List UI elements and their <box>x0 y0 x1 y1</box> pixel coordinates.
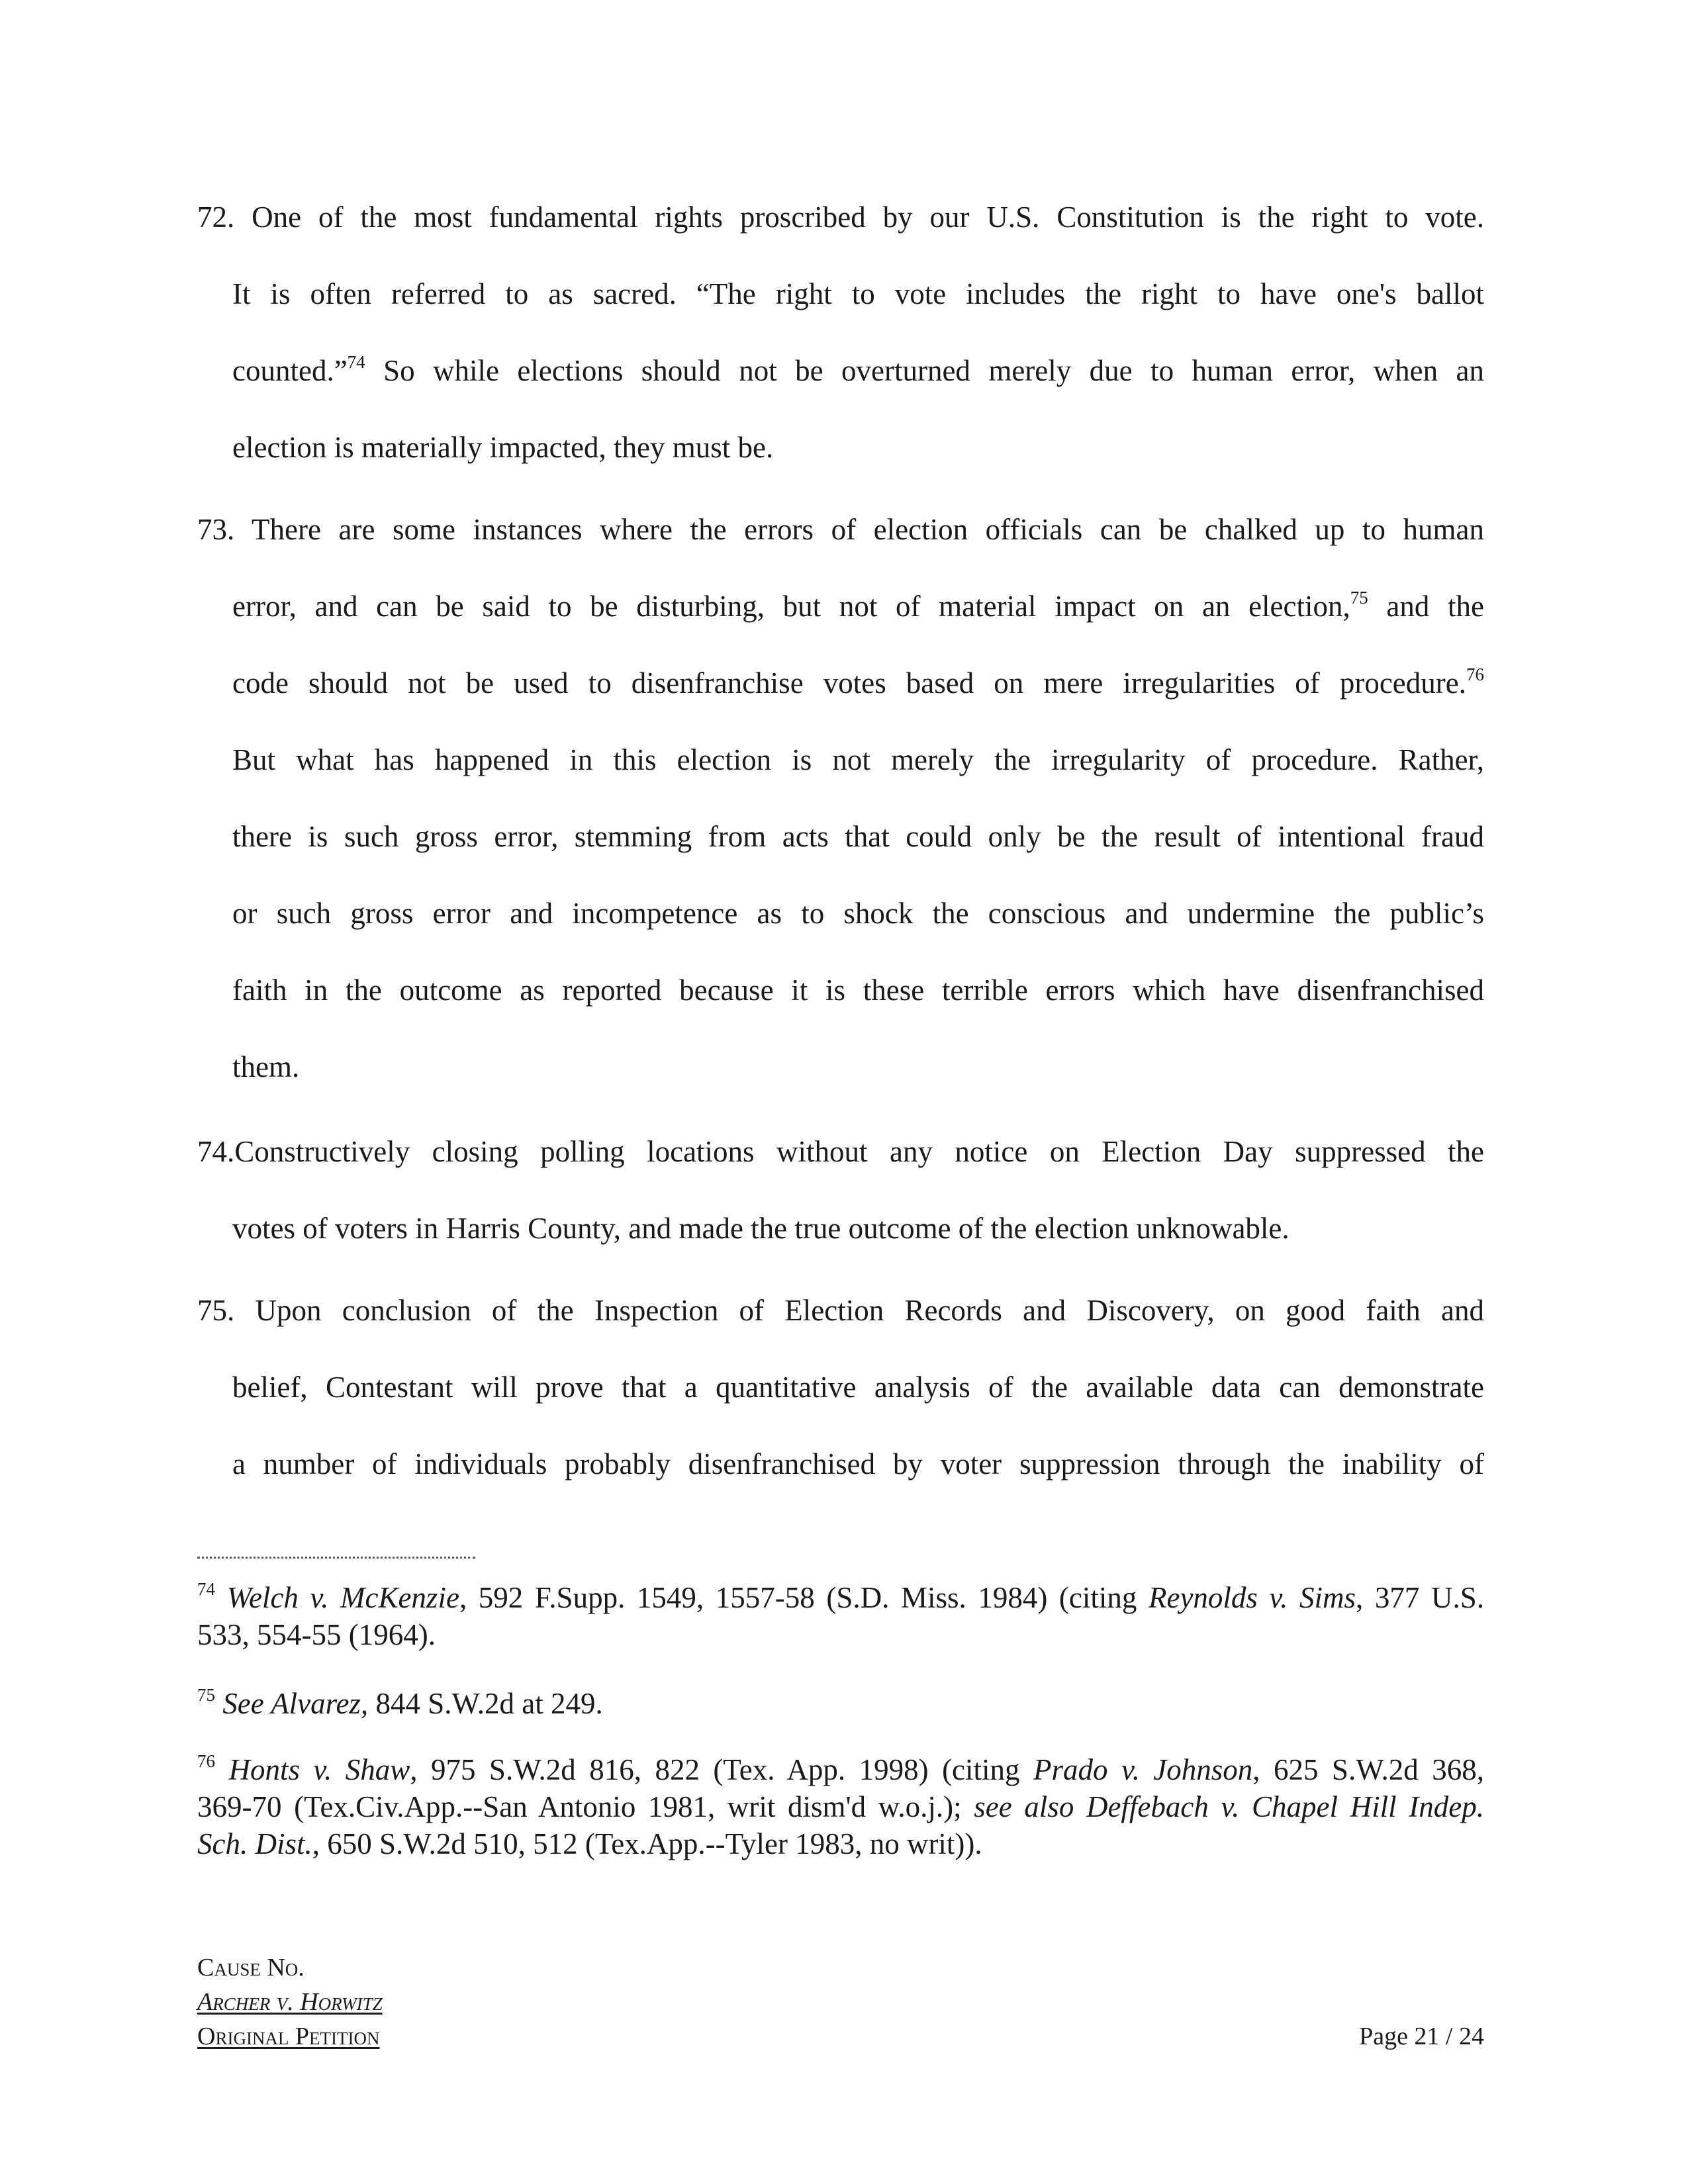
footnote-line: Sch. Dist., 650 S.W.2d 510, 512 (Tex.App.--Tyler 1983, no writ)). <box>197 1827 982 1860</box>
paragraph-line: or such gross error and incompetence as to shock the conscious and undermine the public’s <box>232 897 1484 930</box>
paragraph-line: faith in the outcome as reported because it is these terrible errors which have disenfranchised <box>232 974 1484 1007</box>
paragraph-line: 73. There are some instances where the errors of election officials can be chalked up to human <box>197 513 1485 546</box>
paragraph-line: 75. Upon conclusion of the Inspection of Election Records and Discovery, on good faith and <box>197 1294 1485 1327</box>
footnote-line: $^{74}$ Welch v. McKenzie, 592 F.Supp. 1549, 1557-58 (S.D. Miss. 1984) (citing Reynolds v. Sims, 377 U.S. <box>197 1579 1485 1614</box>
paragraph-line: It is often referred to as sacred. “The right to vote includes the right to have one's ballot <box>232 277 1484 310</box>
footnote-ref: 75 <box>1350 588 1368 608</box>
paragraph-line: belief, Contestant will prove that a quantitative analysis of the available data can demonstrate <box>232 1371 1484 1404</box>
footnote-ref: 74 <box>347 352 365 372</box>
cause-number-label: Cause No. <box>197 1954 305 1981</box>
page-number: Page 21 / 24 <box>1359 2023 1484 2050</box>
footnote-line: 369-70 (Tex.Civ.App.--San Antonio 1981, writ dism'd w.o.j.); see also Deffebach v. Chapel Hill Indep. <box>197 1790 1484 1823</box>
paragraph-line: 74.Constructively closing polling locations without any notice on Election Day suppressed the <box>197 1135 1484 1168</box>
paragraph-line: votes of voters in Harris County, and made the true outcome of the election unknowable. <box>232 1212 1289 1245</box>
footnote-line: $^{75}$ See Alvarez, 844 S.W.2d at 249. <box>197 1685 603 1720</box>
paragraph-line: there is such gross error, stemming from acts that could only be the result of intentional fraud <box>232 820 1484 853</box>
footnote-line: 533, 554-55 (1964). <box>197 1618 436 1651</box>
paragraph-line: code should not be used to disenfranchise votes based on mere irregularities of procedure.$^{76}$ <box>232 664 1484 700</box>
footnote-ref: 76 <box>1466 664 1484 684</box>
paragraph-line: But what has happened in this election is not merely the irregularity of procedure. Rather, <box>232 743 1484 776</box>
paragraph-line: 72. One of the most fundamental rights proscribed by our U.S. Constitution is the right to vote. <box>197 201 1484 234</box>
paragraph-line: them. <box>232 1050 300 1083</box>
paragraph-line: election is materially impacted, they must be. <box>232 431 774 464</box>
page-footer <box>197 1952 1484 2058</box>
footnote-separator <box>197 1557 475 1559</box>
paragraph-line: counted.”$^{74}$ So while elections should not be overturned merely due to human error, when an <box>232 352 1485 387</box>
case-name: Archer v. Horwitz <box>197 1988 383 2016</box>
paragraph-line: a number of individuals probably disenfranchised by voter suppression through the inability of <box>232 1447 1484 1480</box>
footnote-line: $^{76}$ Honts v. Shaw, 975 S.W.2d 816, 822 (Tex. App. 1998) (citing Prado v. Johnson, 625 S.W.2d 368, <box>197 1751 1485 1786</box>
document-title: Original Petition <box>197 2023 380 2050</box>
paragraph-line: error, and can be said to be disturbing, but not of material impact on an election,$^{75}$ and the <box>232 588 1485 623</box>
